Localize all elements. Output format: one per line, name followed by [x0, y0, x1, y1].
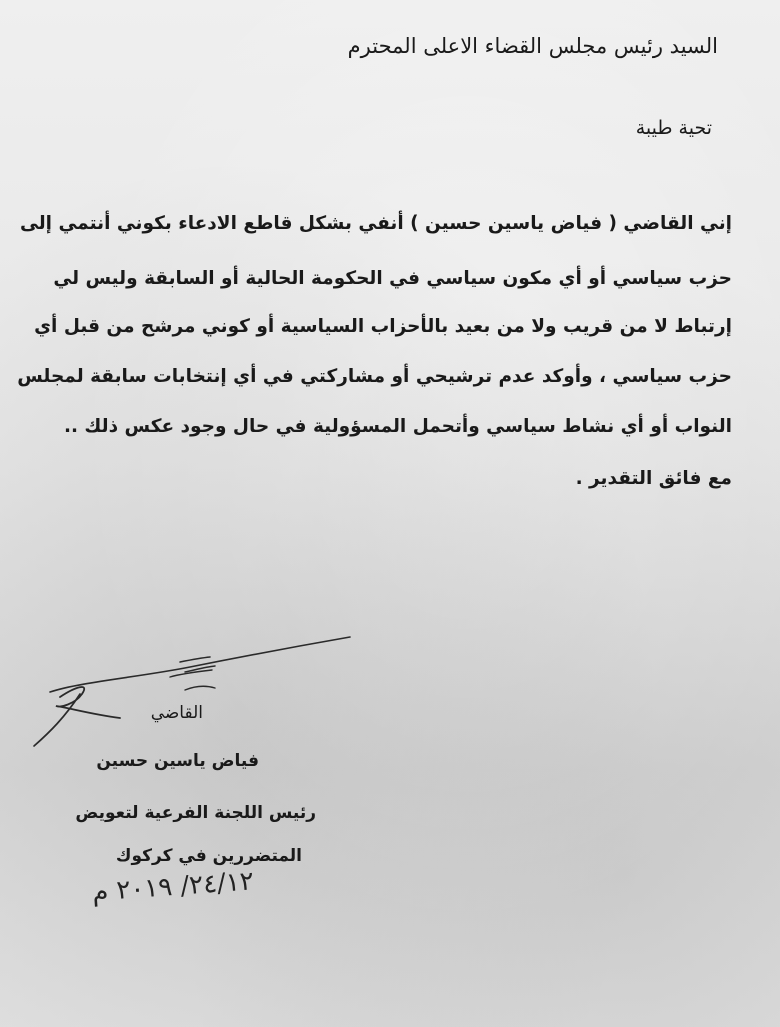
signatory-role-line-2: المتضررين في كركوك [115, 846, 302, 866]
signatory-role-line-1: رئيس اللجنة الفرعية لتعويض [75, 803, 316, 823]
addressee-line: السيد رئيس مجلس القضاء الاعلى المحترم [347, 34, 718, 58]
signatory-name: فياض ياسين حسين [96, 751, 259, 771]
body-line-2: حزب سياسي أو أي مكون سياسي في الحكومة الحالية أو السابقة وليس لي [53, 268, 732, 289]
greeting-line: تحية طيبة [635, 117, 712, 139]
handwritten-date: ٢٤/١٢/ ٢٠١٩ م [91, 866, 255, 908]
body-line-1: إني القاضي ( فياض ياسين حسين ) أنفي بشكل قاطع الادعاء بكوني أنتمي إلى [20, 213, 732, 234]
signatory-title: القاضي [150, 703, 203, 723]
closing-line: مع فائق التقدير . [575, 468, 732, 489]
handwritten-signature [20, 622, 370, 762]
body-line-4: حزب سياسي ، وأوكد عدم ترشيحي أو مشاركتي في أي إنتخابات سابقة لمجلس [17, 366, 732, 387]
body-line-3: إرتباط لا من قريب ولا من بعيد بالأحزاب السياسية أو كوني مرشح من قبل أي [34, 316, 732, 337]
body-line-5: النواب أو أي نشاط سياسي وأتحمل المسؤولية في حال وجود عكس ذلك .. [63, 416, 732, 437]
